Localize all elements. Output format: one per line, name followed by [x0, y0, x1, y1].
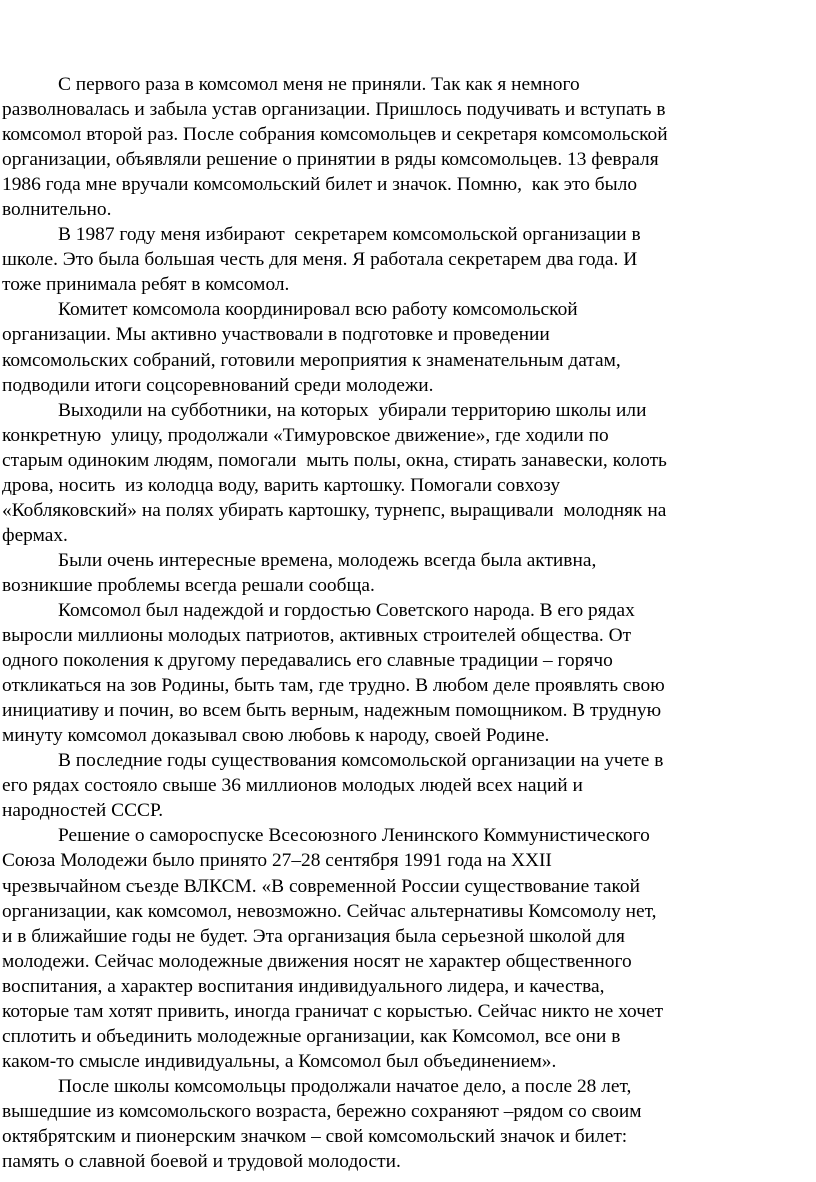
text-line: выросли миллионы молодых патриотов, активных строителей общества. От	[2, 625, 632, 647]
paragraph-first-rejection	[2, 72, 759, 222]
text-line: «Кобляковский» на полях убирать картошку, турнепс, выращивали молодняк на	[2, 499, 667, 521]
text-line: сплотить и объединить молодежные организации, как Комсомол, все они в	[2, 1025, 621, 1047]
text-line: волнительно.	[2, 199, 112, 221]
text-line: возникшие проблемы всегда решали сообща.	[2, 574, 375, 596]
text-line: его рядах состояло свыше 36 миллионов молодых людей всех наций и	[2, 775, 583, 797]
text-line: организации, объявляли решение о принятии в ряды комсомольцев. 13 февраля	[2, 149, 659, 171]
text-line: дрова, носить из колодца воду, варить картошку. Помогали совхозу	[2, 474, 561, 496]
paragraph-hope-and-pride	[2, 598, 759, 748]
text-line: Решение о самороспуске Всесоюзного Ленинского Коммунистического	[58, 825, 650, 847]
text-line: организации, как комсомол, невозможно. Сейчас альтернативы Комсомолу нет,	[2, 900, 657, 922]
text-line: Были очень интересные времена, молодежь всегда была активна,	[58, 549, 597, 571]
text-line: каком-то смысле индивидуальны, а Комсомол был объединением».	[2, 1050, 557, 1072]
text-line: В последние годы существования комсомольской организации на учете в	[58, 750, 664, 772]
paragraph-after-school	[2, 1074, 759, 1174]
text-line: молодежи. Сейчас молодежные движения носят не характер общественного	[2, 950, 632, 972]
text-line: 1986 года мне вручали комсомольский билет и значок. Помню, как это было	[2, 174, 638, 196]
paragraph-membership	[2, 748, 759, 823]
text-line: школе. Это была большая честь для меня. Я работала секретарем два года. И	[2, 249, 638, 271]
paragraph-dissolution	[2, 823, 759, 1073]
document-body	[2, 72, 759, 1174]
text-line: После школы комсомольцы продолжали начатое дело, а после 28 лет,	[58, 1075, 632, 1097]
text-line: которые там хотят привить, иногда граничат с корыстью. Сейчас никто не хочет	[2, 1000, 664, 1022]
text-line: разволновалась и забыла устав организации. Пришлось подучивать и вступать в	[2, 99, 666, 121]
text-line: чрезвычайном съезде ВЛКСМ. «В современной России существование такой	[2, 875, 640, 897]
text-line: подводили итоги соцсоревнований среди молодежи.	[2, 374, 434, 396]
text-line: Союза Молодежи было принято 27–28 сентября 1991 года на XXII	[2, 850, 552, 872]
text-line: минуту комсомол доказывал свою любовь к народу, своей Родине.	[2, 725, 550, 747]
text-line: и в ближайшие годы не будет. Эта организация была серьезной школой для	[2, 925, 625, 947]
text-line: комсомольских собраний, готовили мероприятия к знаменательным датам,	[2, 349, 621, 371]
text-line: Комитет комсомола координировал всю работу комсомольской	[58, 299, 578, 321]
paragraph-secretary-1987	[2, 222, 759, 297]
text-line: конкретную улицу, продолжали «Тимуровское движение», где ходили по	[2, 424, 609, 446]
text-line: тоже принимала ребят в комсомол.	[2, 274, 290, 296]
text-line: С первого раза в комсомол меня не приняли. Так как я немного	[58, 74, 580, 95]
text-line: одного поколения к другому передавались его славные традиции – горячо	[2, 650, 613, 672]
text-line: октябрятским и пионерским значком – свой комсомольский значок и билет:	[2, 1125, 628, 1147]
text-line: память о славной боевой и трудовой молодости.	[2, 1151, 401, 1173]
text-line: старым одиноким людям, помогали мыть полы, окна, стирать занавески, колоть	[2, 449, 667, 471]
paragraph-subbotniks	[2, 398, 759, 548]
paragraph-committee	[2, 297, 759, 397]
text-line: комсомол второй раз. После собрания комсомольцев и секретаря комсомольской	[2, 124, 668, 146]
text-line: инициативу и почин, во всем быть верным, надежным помощником. В трудную	[2, 700, 662, 722]
text-line: В 1987 году меня избирают секретарем комсомольской организации в	[58, 224, 641, 246]
text-line: откликаться на зов Родины, быть там, где трудно. В любом деле проявлять свою	[2, 675, 665, 697]
text-line: народностей СССР.	[2, 800, 164, 822]
text-line: Выходили на субботники, на которых убирали территорию школы или	[58, 399, 647, 421]
text-line: фермах.	[2, 524, 68, 546]
text-line: вышедшие из комсомольского возраста, бережно сохраняют –рядом со своим	[2, 1100, 642, 1122]
text-line: воспитания, а характер воспитания индивидуального лидера, и качества,	[2, 975, 605, 997]
paragraph-interesting-times	[2, 548, 759, 598]
text-line: организации. Мы активно участвовали в подготовке и проведении	[2, 324, 550, 346]
text-line: Комсомол был надеждой и гордостью Советского народа. В его рядах	[58, 599, 635, 621]
